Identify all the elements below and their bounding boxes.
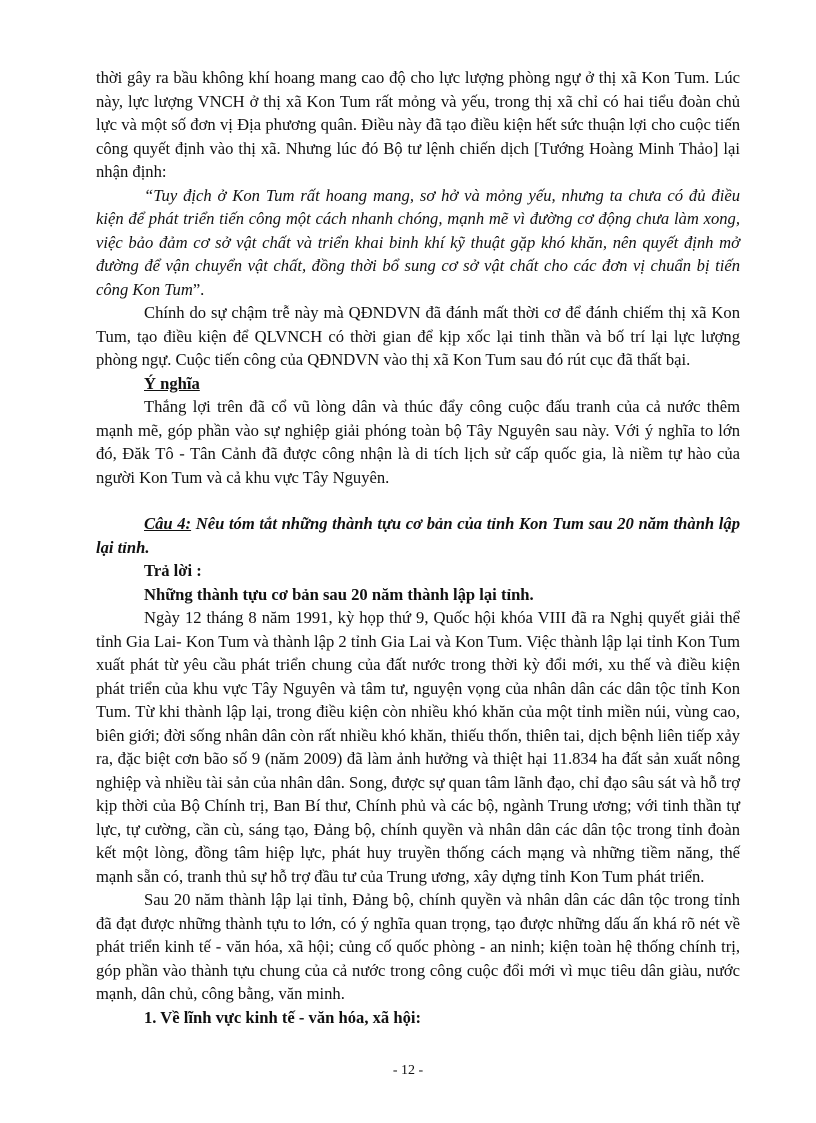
- page-number: - 12 -: [392, 1063, 424, 1078]
- quote-end: ”.: [192, 279, 205, 299]
- question-text: Nêu tóm tắt những thành tựu cơ bản của tỉnh Kon Tum sau 20 năm thành lập lại tỉnh.: [96, 514, 740, 557]
- heading-y-nghia-text: Ý nghĩa: [144, 373, 200, 393]
- paragraph-significance: Thắng lợi trên đã cổ vũ lòng dân và thúc đẩy công cuộc đấu tranh của cả nước thêm mạnh mẽ, góp phần vào sự nghiệp giải phóng toàn bộ Tây Nguyên sau này. Với ý nghĩa to lớn đó, Đăk Tô - Tân Cảnh đã được công nhận là di tích lịch sử cấp quốc gia, là niềm tự hào của người Kon Tum và cả khu vực Tây Nguyên.: [96, 397, 740, 487]
- paragraph-achievements: Sau 20 năm thành lập lại tỉnh, Đảng bộ, chính quyền và nhân dân các dân tộc trong tỉnh đã đạt được những thành tựu to lớn, có ý nghĩa quan trọng, tạo được những dấu ấn khá rõ nét về phát triển kinh tế - văn hóa, xã hội; củng cố quốc phòng - an ninh; kiện toàn hệ thống chính trị, góp phần vào thành tựu chung của cả nước trong công cuộc đổi mới vì mục tiêu dân giàu, nước mạnh, dân chủ, công bằng, văn minh.: [96, 890, 740, 1003]
- question-4: [96, 512, 740, 559]
- answer-label: Trả lời :: [144, 561, 202, 580]
- document-page: [96, 66, 740, 1029]
- paragraph-delay: Chính do sự chậm trễ này mà QĐNDVN đã đánh mất thời cơ để đánh chiếm thị xã Kon Tum, tạo điều kiện để QLVNCH có thời gian để kịp xốc lại tinh thần và bố trí lại lực lượng phòng ngự. Cuộc tiến công của QĐNDVN vào thị xã Kon Tum sau đó rút cục đã thất bại.: [96, 303, 740, 369]
- quote-paragraph: [96, 184, 740, 302]
- paragraph-founding: Ngày 12 tháng 8 năm 1991, kỳ họp thứ 9, Quốc hội khóa VIII đã ra Nghị quyết giải thể tỉnh Gia Lai- Kon Tum và thành lập 2 tỉnh Gia Lai và Kon Tum. Việc thành lập lại tỉnh Kon Tum xuất phát từ yêu cầu phát triển chung của đất nước trong thời kỳ đổi mới, xu thế và điều kiện phát triển của khu vực Tây Nguyên và tâm tư, nguyện vọng của nhân dân các dân tộc tỉnh Kon Tum. Từ khi thành lập lại, trong điều kiện còn nhiều khó khăn của một tỉnh miền núi, vùng cao, biên giới; đời sống nhân dân còn rất nhiều khó khăn, thiếu thốn, thiên tai, dịch bệnh liên tiếp xảy ra, đặc biệt cơn bão số 9 (năm 2009) đã làm ảnh hưởng và thiệt hại 11.834 ha đất sản xuất nông nghiệp và nhiều tài sản của nhân dân. Song, được sự quan tâm lãnh đạo, chỉ đạo sâu sát và hỗ trợ kịp thời của Bộ Chính trị, Ban Bí thư, Chính phủ và các bộ, ngành Trung ương; với tinh thần tự lực, tự cường, cần cù, sáng tạo, Đảng bộ, chính quyền và nhân dân các dân tộc trong tỉnh đoàn kết một lòng, đồng tâm hiệp lực, phát huy truyền thống cách mạng và những tiềm năng, thế mạnh sẵn có, tranh thủ sự hỗ trợ đầu tư của Trung ương, xây dựng tỉnh Kon Tum phát triển.: [96, 608, 740, 886]
- section-1-heading: 1. Về lĩnh vực kinh tế - văn hóa, xã hội:: [144, 1007, 422, 1027]
- question-label: Câu 4:: [144, 514, 192, 533]
- paragraph-context: thời gây ra bầu không khí hoang mang cao độ cho lực lượng phòng ngự ở thị xã Kon Tum. Lúc này, lực lượng VNCH ở thị xã Kon Tum rất mỏng và yếu, trong thị xã chỉ có hai tiểu đoàn chủ lực và một số đơn vị Địa phương quân. Điều này đã tạo điều kiện hết sức thuận lợi cho cuộc tiến công quyết định vào thị xã. Nhưng lúc đó Bộ tư lệnh chiến dịch [Tướng Hoàng Minh Thảo] lại nhận định:: [96, 68, 740, 181]
- quote-text: “Tuy địch ở Kon Tum rất hoang mang, sơ hở và mỏng yếu, nhưng ta chưa có đủ điều kiện để phát triển tiến công một cách nhanh chóng, mạnh mẽ vì đường cơ động chưa làm xong, việc bảo đảm cơ sở vật chất và triển khai binh khí kỹ thuật gặp khó khăn, nên quyết định mở đường để vận chuyển vật chất, đồng thời bổ sung cơ sở vật chất cho các đơn vị chuẩn bị tiến công Kon Tum: [96, 185, 740, 299]
- heading-y-nghia: [96, 372, 740, 396]
- answer-subheading: Những thành tựu cơ bản sau 20 năm thành lập lại tỉnh.: [144, 584, 534, 604]
